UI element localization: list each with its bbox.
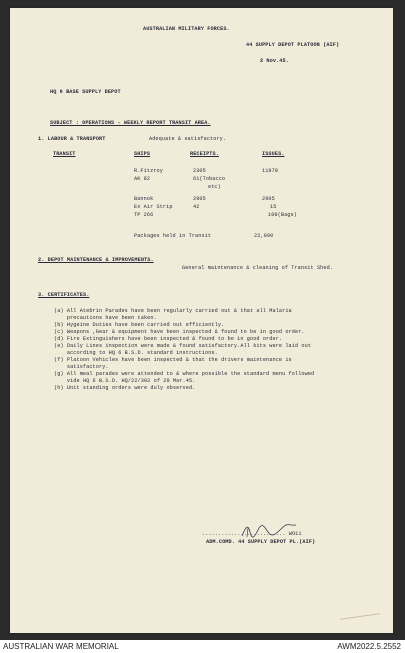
row-issues: 108(Bags) (268, 212, 297, 218)
paper-crease (340, 613, 380, 620)
row-ship: AK 82 (134, 176, 151, 182)
column-header-issues: ISSUES. (262, 151, 285, 157)
signature-line: .......................... WO11 (202, 531, 302, 537)
subject-line: SUBJECT : OPERATIONS - WEEKLY REPORT TRANSIT AREA. (50, 120, 211, 126)
certificate-line: (e) Daily Lines inspection were made & found satisfactory.All kits were laid out (54, 343, 312, 349)
section2-heading: 2. DEPOT MAINTENANCE & IMPROVEMENTS. (38, 257, 154, 263)
certificate-line: (a) All Atebrin Parades have been regularly carried out & that all Malaria (54, 308, 292, 314)
row-issues: 2905 (262, 196, 275, 202)
document-page (10, 8, 393, 633)
certificate-line: (b) Hygeine Duties have been carried out efficiently. (54, 322, 225, 328)
certificate-line: (f) Platoon Vehicles have been inspected & that the drivers maintenance is (54, 357, 292, 363)
certificate-line: (c) Weapons ,Gear & equipment have been inspected & found to be in good order. (54, 329, 305, 335)
section1-note: Adequate & satisfactory. (149, 136, 227, 142)
row-receipts: 61(Tobacco (193, 176, 226, 182)
archive-footer (0, 640, 405, 653)
certificate-line: (h) Unit standing orders were duly observed. (54, 385, 196, 391)
row-issues: 15 (270, 204, 277, 210)
packages-label: Packages held in Transit (134, 233, 212, 239)
addressee: HQ 6 BASE SUPPLY DEPOT (50, 89, 121, 95)
row-ship: R.Fitzroy (134, 168, 163, 174)
section3-heading: 3. CERTIFICATES. (38, 292, 90, 298)
certificate-line: (d) Fire Extinguishers have been inspected & found to be in good order. (54, 336, 283, 342)
column-header-ships: SHIPS (134, 151, 151, 157)
certificate-line: according to HQ 6 B.S.D. standard instructions. (54, 350, 218, 356)
row-receipts: etc) (208, 184, 221, 190)
row-ship: Bannok (134, 196, 154, 202)
certificate-line: vide HQ 6 B.S.D. HQ/22/302 of 29 Mar.45. (54, 378, 196, 384)
column-header-receipts: RECEIPTS. (190, 151, 219, 157)
document-date: 2 Nov.45. (260, 58, 289, 64)
column-header-transit: TRANSIT (53, 151, 76, 157)
unit-heading: 44 SUPPLY DEPOT PLATOON (AIF) (246, 42, 340, 48)
row-receipts: 2305 (193, 168, 206, 174)
row-ship: TP 266 (134, 212, 154, 218)
certificate-line: satisfactory. (54, 364, 109, 370)
footer-institution: AUSTRALIAN WAR MEMORIAL (3, 642, 119, 651)
row-issues: 11978 (262, 168, 279, 174)
org-heading: AUSTRALIAN MILITARY FORCES. (143, 26, 230, 32)
section1-heading: 1. LABOUR & TRANSPORT (38, 136, 106, 142)
section2-text: General maintenance & cleaning of Transit Shed. (182, 265, 334, 271)
row-receipts: 2905 (193, 196, 206, 202)
row-receipts: 42 (193, 204, 200, 210)
certificate-line: (g) All meal parades were attended to & where possible the standard menu followed (54, 371, 315, 377)
row-ship: Ex Air Strip (134, 204, 173, 210)
certificate-line: precautions have been taken. (54, 315, 157, 321)
footer-accession-number: AWM2022.5.2552 (337, 642, 401, 651)
signature-title: ADM.COMD. 44 SUPPLY DEPOT PL.(AIF) (206, 539, 316, 545)
packages-value: 22,000 (254, 233, 274, 239)
